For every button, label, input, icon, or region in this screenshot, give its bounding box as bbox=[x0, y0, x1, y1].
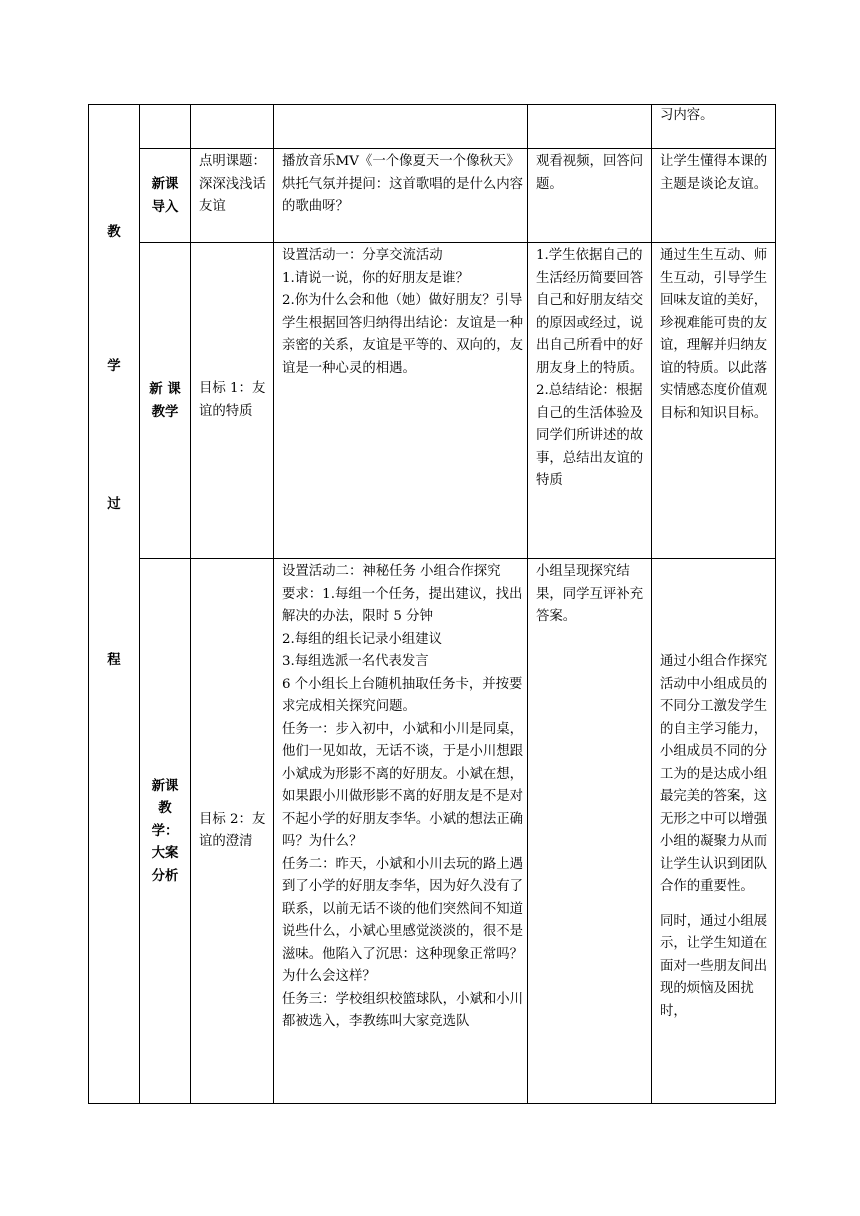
side-char-3: 过 bbox=[107, 496, 121, 512]
section-cell: 新 课 教学 bbox=[140, 243, 191, 559]
goal-cell: 目标 2：友谊的澄清 bbox=[191, 559, 274, 1104]
student-activity-cell: 观看视频，回答问题。 bbox=[528, 149, 652, 243]
design-intent-cell: 习内容。 bbox=[652, 105, 776, 149]
student-activity-cell: 小组呈现探究结果，同学互评补充答案。 bbox=[528, 559, 652, 1104]
design-intent-cell: 通过生生互动、师生互动，引导学生回味友谊的美好，珍视难能可贵的友谊，理解并归纳友谊的特质。以此落实情感态度价值观目标和知识目标。 bbox=[652, 243, 776, 559]
teacher-activity-cell bbox=[274, 105, 528, 149]
design-intent-paragraph-1: 通过小组合作探究活动中小组成员的不同分工激发学生的自主学习能力，小组成员不同的分工为的是达成小组最完美的答案，这无形之中可以增强小组的凝聚力从而让学生认识到团队合作的重要性。 bbox=[660, 654, 768, 894]
section-cell: 新课 教 学： 大案 分析 bbox=[140, 559, 191, 1104]
section-cell: 新课 导入 bbox=[140, 149, 191, 243]
side-char-2: 学 bbox=[107, 358, 121, 374]
design-intent-cell bbox=[652, 559, 776, 1104]
table-row bbox=[89, 105, 776, 149]
goal-cell: 点明课题：深深浅浅话友谊 bbox=[191, 149, 274, 243]
process-side-label bbox=[89, 105, 140, 1104]
table-row bbox=[89, 559, 776, 1104]
student-activity-cell bbox=[528, 105, 652, 149]
teacher-activity-cell: 播放音乐MV《一个像夏天一个像秋天》烘托气氛并提问：这首歌唱的是什么内容的歌曲呀？ bbox=[274, 149, 528, 243]
lesson-plan-table bbox=[88, 104, 776, 1104]
student-activity-cell: 1.学生依据自己的生活经历简要回答自己和好朋友结交的原因或经过，说出自己所看中的好朋友身上的特质。 2.总结结论：根据自己的生活体验及同学们所讲述的故事，总结出友谊的特质 bbox=[528, 243, 652, 559]
design-intent-paragraph-2: 同时，通过小组展示，让学生知道在面对一些朋友间出现的烦恼及困扰时， bbox=[660, 913, 768, 1019]
table-row bbox=[89, 243, 776, 559]
design-intent-cell: 让学生懂得本课的主题是谈论友谊。 bbox=[652, 149, 776, 243]
side-char-1: 教 bbox=[107, 224, 121, 240]
section-cell bbox=[140, 105, 191, 149]
table-row bbox=[89, 149, 776, 243]
teacher-activity-cell: 设置活动二：神秘任务 小组合作探究 要求：1.每组一个任务，提出建议，找出解决的办法，限时 5 分钟 2.每组的组长记录小组建议 3.每组选派一名代表发言 6 个小组长上台随机抽取任务卡，并按要求完成相关探究问题。 任务一：步入初中，小斌和小川是同桌，他们一见如故，无话不谈，于是小川想跟小斌成为形影不离的好朋友。小斌在想，如果跟小川做形影不离的好朋友是不是对不起小学的好朋友李华。小斌的想法正确吗？为什么？ 任务二：昨天，小斌和小川去玩的路上遇到了小学的好朋友李华，因为好久没有了联系，以前无话不谈的他们突然间不知道说些什么，小斌心里感觉淡淡的，很不是滋味。他陷入了沉思：这种现象正常吗？为什么会这样？ 任务三：学校组织校篮球队，小斌和小川都被选入，李教练叫大家竞选队 bbox=[274, 559, 528, 1104]
teacher-activity-cell: 设置活动一：分享交流活动 1.请说一说，你的好朋友是谁？ 2.你为什么会和他（她）做好朋友？引导学生根据回答归纳得出结论：友谊是一种亲密的关系，友谊是平等的、双向的，友谊是一种心灵的相遇。 bbox=[274, 243, 528, 559]
goal-cell: 目标 1：友谊的特质 bbox=[191, 243, 274, 559]
side-char-4: 程 bbox=[107, 652, 121, 668]
goal-cell bbox=[191, 105, 274, 149]
